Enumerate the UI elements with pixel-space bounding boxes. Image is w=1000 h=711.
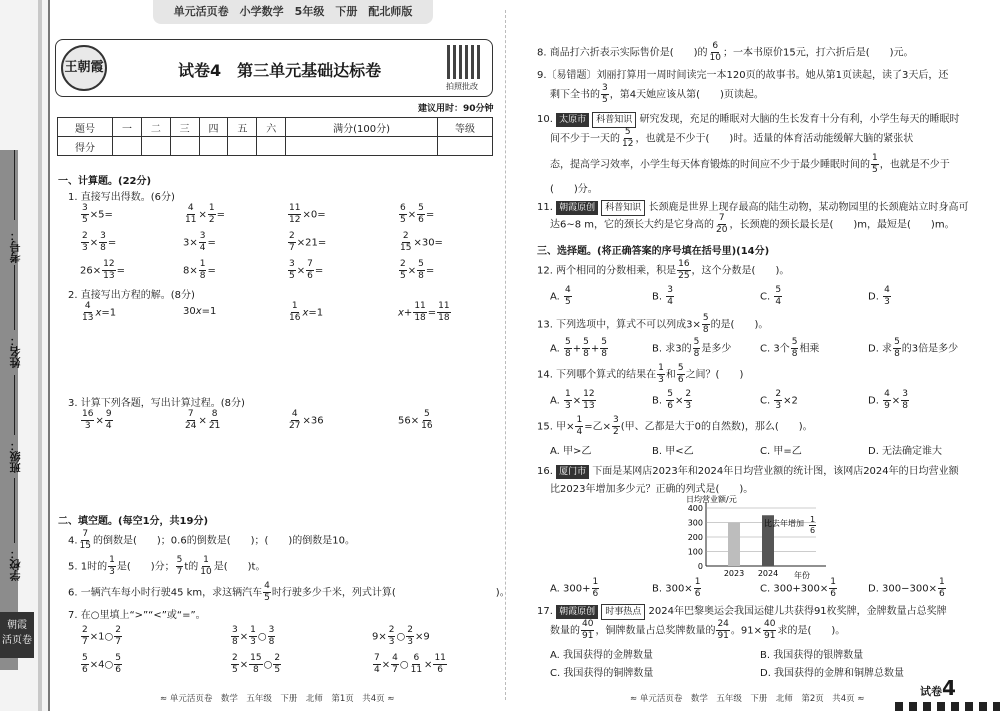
score-cell[interactable] <box>286 137 438 156</box>
q12-option[interactable]: C. $\frac{5}{4}$ <box>760 285 782 307</box>
page-divider <box>505 10 506 700</box>
paper-badge: 试卷4 <box>920 676 956 700</box>
q1-item: $\frac{2}{5}$ × $\frac{5}{8}$ = <box>400 259 435 281</box>
q3-item: 56× $\frac{5}{16}$ <box>398 409 433 431</box>
q17-option[interactable]: B. 我国获得的银牌数量 <box>760 650 864 661</box>
section-2-heading: 二、填空题。(每空1分，共19分) <box>58 516 209 527</box>
q13-option[interactable]: C. 3个 $\frac{5}{8}$ 相乘 <box>760 337 820 359</box>
question-2: 2. 直接写出方程的解。(8分) <box>68 290 195 301</box>
q7-item: 9× $\frac{2}{3}$ ○ $\frac{2}{3}$ ×9 <box>372 625 430 647</box>
chart-bar <box>728 523 740 567</box>
binding-edge <box>0 0 50 711</box>
q2-item: $\frac{4}{13}$ x=1 <box>82 301 117 323</box>
question-16-line1: 16. 厦门市 下面是某网店2023年和2024年日均营业额的统计图，该网店2024年的日均营业额 <box>537 466 959 477</box>
qr-code-icon[interactable] <box>447 45 481 79</box>
school-label: 学校： <box>9 548 22 581</box>
score-table <box>57 117 493 156</box>
footer-right: ≈ 单元活页卷 数学 五年级 下册 北师 第2页 共4页 ≈ <box>630 694 865 704</box>
name-label: 姓名： <box>9 335 22 368</box>
chart-tick-label: 300 <box>687 518 703 528</box>
score-cell[interactable] <box>199 137 228 156</box>
chart-tick-label: 0 <box>697 562 703 571</box>
score-cell[interactable] <box>170 137 199 156</box>
score-cell[interactable] <box>228 137 257 156</box>
q1-item: $\frac{3}{5}$ × $\frac{7}{6}$ = <box>289 259 324 281</box>
q15-option[interactable]: D. 无法确定谁大 <box>868 446 943 457</box>
q12-option[interactable]: A. $\frac{4}{5}$ <box>550 285 571 307</box>
region-tag: 朝霞原创 <box>556 201 598 215</box>
score-header: 题号 <box>58 118 113 137</box>
question-10-line4: ( )分。 <box>550 184 598 195</box>
q7-item: $\frac{5}{6}$ ×4○ $\frac{5}{6}$ <box>82 653 121 675</box>
q1-item: $\frac{6}{5}$ × $\frac{5}{6}$ = <box>400 203 435 225</box>
q1-item: $\frac{2}{15}$ ×30= <box>400 231 443 253</box>
score-header: 三 <box>170 118 199 137</box>
q1-item: $\frac{4}{11}$ × $\frac{1}{2}$ = <box>185 203 225 225</box>
class-label: 班级： <box>9 440 22 473</box>
q1-item: 3× $\frac{3}{4}$ = <box>183 231 216 253</box>
suggested-time: 建议用时：90分钟 <box>418 104 494 114</box>
score-header: 满分(100分) <box>286 118 438 137</box>
q2-item: 30x=1 <box>183 306 217 317</box>
score-cell[interactable] <box>257 137 286 156</box>
q14-option[interactable]: C. $\frac{2}{3}$ ×2 <box>760 389 798 411</box>
topic-tag: 科普知识 <box>592 112 636 128</box>
question-12: 12. 两个相同的分数相乘，积是 $\frac{16}{25}$ ，这个分数是( )。 <box>537 259 790 281</box>
question-10-line3: 态，提高学习效率，小学生每天体育锻炼的时间应不少于最少睡眠时间的 $\frac{1}{5}$ ，也就是不少于 <box>550 153 950 175</box>
q1-item: $\frac{2}{7}$ ×21= <box>289 231 327 253</box>
q17-option[interactable]: C. 我国获得的铜牌数量 <box>550 668 654 679</box>
chart-title: 日均营业额/元 <box>686 495 737 504</box>
q14-option[interactable]: A. $\frac{1}{3}$ × $\frac{12}{13}$ <box>550 389 595 411</box>
question-17-line1: 17. 朝霞原创 时事热点 2024年巴黎奥运会我国运健儿共获得91枚奖牌，金牌数量占总奖牌 <box>537 602 947 620</box>
question-17-line2: 数量的 $\frac{40}{91}$ ，铜牌数量占总奖牌数量的 $\frac{24}{91}$ 。91× $\frac{40}{91}$ 求的是( )。 <box>550 619 846 641</box>
q16-option[interactable]: D. 300−300× $\frac{1}{6}$ <box>868 577 945 599</box>
q1-item: $\frac{11}{12}$ ×0= <box>289 203 326 225</box>
q13-option[interactable]: B. 求3的 $\frac{5}{8}$ 是多少 <box>652 337 732 359</box>
section-3-heading: 三、选择题。(将正确答案的序号填在括号里)(14分) <box>537 246 770 257</box>
chart-tick-label: 100 <box>687 547 703 557</box>
decorative-stripes <box>895 702 1000 711</box>
q15-option[interactable]: A. 甲>乙 <box>550 446 592 457</box>
question-3: 3. 计算下列各题，写出计算过程。(8分) <box>68 398 245 409</box>
page-title: 试卷4 第三单元基础达标卷 <box>178 61 382 80</box>
q1-item: $\frac{2}{3}$ × $\frac{3}{8}$ = <box>82 231 117 253</box>
q1-item: $\frac{3}{5}$ ×5= <box>82 203 113 225</box>
region-tag: 厦门市 <box>556 465 589 479</box>
topic-tag: 科普知识 <box>601 200 645 216</box>
topic-tag: 时事热点 <box>601 604 645 620</box>
exam-number-label: 考号： <box>9 230 22 263</box>
qr-caption: 拍照批改 <box>446 82 478 91</box>
q2-item: $\frac{1}{16}$ x=1 <box>289 301 324 323</box>
question-16-line2: 比2023年增加多少元？正确的列式是( )。 <box>550 484 754 495</box>
score-header: 等级 <box>437 118 492 137</box>
score-header: 六 <box>257 118 286 137</box>
chart-annotation: 比去年增加 <box>764 519 804 528</box>
score-header: 四 <box>199 118 228 137</box>
q3-item: $\frac{7}{24}$ × $\frac{8}{21}$ <box>185 409 221 431</box>
brand-logo: 王朝霞 <box>61 45 107 91</box>
score-header: 一 <box>113 118 142 137</box>
q7-item: $\frac{3}{8}$ × $\frac{1}{3}$ ○ $\frac{3}{8}$ <box>232 625 275 647</box>
q13-option[interactable]: D. 求 $\frac{5}{8}$ 的3倍是多少 <box>868 337 959 359</box>
chart-xlabel: 年份 <box>794 571 810 580</box>
q12-option[interactable]: D. $\frac{4}{3}$ <box>868 285 890 307</box>
q7-item: $\frac{2}{7}$ ×1○ $\frac{2}{7}$ <box>82 625 121 647</box>
score-header: 二 <box>141 118 170 137</box>
question-1: 1. 直接写出得数。(6分) <box>68 192 175 203</box>
q14-option[interactable]: D. $\frac{4}{9}$ × $\frac{3}{8}$ <box>868 389 908 411</box>
q12-option[interactable]: B. $\frac{3}{4}$ <box>652 285 673 307</box>
q1-item: 26× $\frac{12}{13}$ = <box>80 259 125 281</box>
question-9-line1: 9.〔易错题〕刘丽打算用一周时间读完一本120页的故事书。她从第1页读起，读了3天后，还 <box>537 70 949 81</box>
score-header: 五 <box>228 118 257 137</box>
question-4: 4. $\frac{7}{15}$ 的倒数是( )；0.6的倒数是( )；( )的倒数是10。 <box>68 529 356 551</box>
question-14: 14. 下列哪个算式的结果在 $\frac{1}{3}$ 和 $\frac{5}{6}$ 之间？( ) <box>537 363 744 385</box>
question-13: 13. 下列选项中，算式不可以列成3× $\frac{5}{8}$ 的是( )。 <box>537 313 769 335</box>
section-1-heading: 一、计算题。(22分) <box>58 176 152 187</box>
q16-option[interactable]: C. 300+300× $\frac{1}{6}$ <box>760 577 837 599</box>
question-7: 7. 在○里填上“>”“<”或“=”。 <box>68 610 206 621</box>
question-5: 5. 1时的 $\frac{1}{3}$ 是( )分； $\frac{5}{7}$ t的 $\frac{1}{10}$ 是( )t。 <box>68 555 266 577</box>
chart-category-label: 2023 <box>723 569 745 578</box>
q1-item: 8× $\frac{1}{8}$ = <box>183 259 216 281</box>
q16-option[interactable]: A. 300+ $\frac{1}{6}$ <box>550 577 599 599</box>
series-header: 单元活页卷 小学数学 5年级 下册 配北师版 <box>153 0 433 24</box>
q15-option[interactable]: C. 甲=乙 <box>760 446 802 457</box>
question-10-line2: 间不少于一天的 $\frac{5}{12}$ ，也就是不少于( )时。适量的体育活动能缓解大脑的紧张状 <box>550 127 914 149</box>
question-9-line2: 剩下全书的 $\frac{3}{5}$ ，第4天她应该从第( )页读起。 <box>550 83 764 105</box>
question-10-line1: 10. 太原市 科普知识 研究发现，充足的睡眠对大脑的生长发育十分有利，小学生每天的睡眠时 <box>537 110 960 128</box>
q13-option[interactable]: A. $\frac{5}{8}$ + $\frac{5}{8}$ + $\frac{5}{8}$ <box>550 337 608 359</box>
chart-tick-label: 200 <box>687 533 703 542</box>
question-11-line2: 达6~8 m，它的颈长大约是它身高的 $\frac{7}{20}$ ，长颈鹿的颈长最长是( )m，最短是( )m。 <box>550 213 955 235</box>
q7-item: $\frac{7}{4}$ × $\frac{4}{7}$ ○ $\frac{6}{11}$ × $\frac{11}{6}$ <box>374 653 446 675</box>
q17-option[interactable]: A. 我国获得的金牌数量 <box>550 650 654 661</box>
score-row-label: 得分 <box>58 137 113 156</box>
chart-annotation-fraction: $\frac{1}{6}$ <box>810 515 816 535</box>
revenue-bar-chart <box>672 492 832 580</box>
footer-left: ≈ 单元活页卷 数学 五年级 下册 北师 第1页 共4页 ≈ <box>160 694 395 704</box>
brand-stamp: 朝霞 活页卷 <box>0 612 34 658</box>
question-6: 6. 一辆汽车每小时行驶45 km，求这辆汽车 $\frac{4}{5}$ 时行驶多少千米，列式计算( )。 <box>68 581 510 603</box>
q17-option[interactable]: D. 我国获得的金牌和铜牌总数量 <box>760 668 905 679</box>
region-tag: 太原市 <box>556 113 589 127</box>
q3-item: $\frac{16}{3}$ × $\frac{9}{4}$ <box>82 409 112 431</box>
chart-category-label: 2024 <box>757 569 779 578</box>
q2-item: x+ $\frac{11}{18}$ = $\frac{11}{18}$ <box>398 301 450 323</box>
question-11-line1: 11. 朝霞原创 科普知识 长颈鹿是世界上现存最高的陆生动物，某动物园里的长颈鹿站立时身高可 <box>537 198 969 216</box>
question-8: 8. 商品打六折表示实际售价是( )的 $\frac{6}{10}$ ；一本书原价15元，打六折后是( )元。 <box>537 41 914 63</box>
q7-item: $\frac{2}{5}$ × $\frac{15}{8}$ ○ $\frac{2}{5}$ <box>232 653 281 675</box>
score-cell[interactable] <box>141 137 170 156</box>
q14-option[interactable]: B. $\frac{5}{6}$ × $\frac{2}{3}$ <box>652 389 692 411</box>
origin-tag: 朝霞原创 <box>556 605 598 619</box>
q15-option[interactable]: B. 甲<乙 <box>652 446 694 457</box>
score-cell[interactable] <box>437 137 492 156</box>
q16-option[interactable]: B. 300× $\frac{1}{6}$ <box>652 577 701 599</box>
chart-tick-label: 400 <box>687 504 703 513</box>
question-15: 15. 甲× $\frac{1}{4}$ =乙× $\frac{3}{2}$ (甲、乙都是大于0的自然数)，那么( )。 <box>537 415 813 437</box>
score-cell[interactable] <box>113 137 142 156</box>
q3-item: $\frac{4}{27}$ ×36 <box>289 409 324 431</box>
